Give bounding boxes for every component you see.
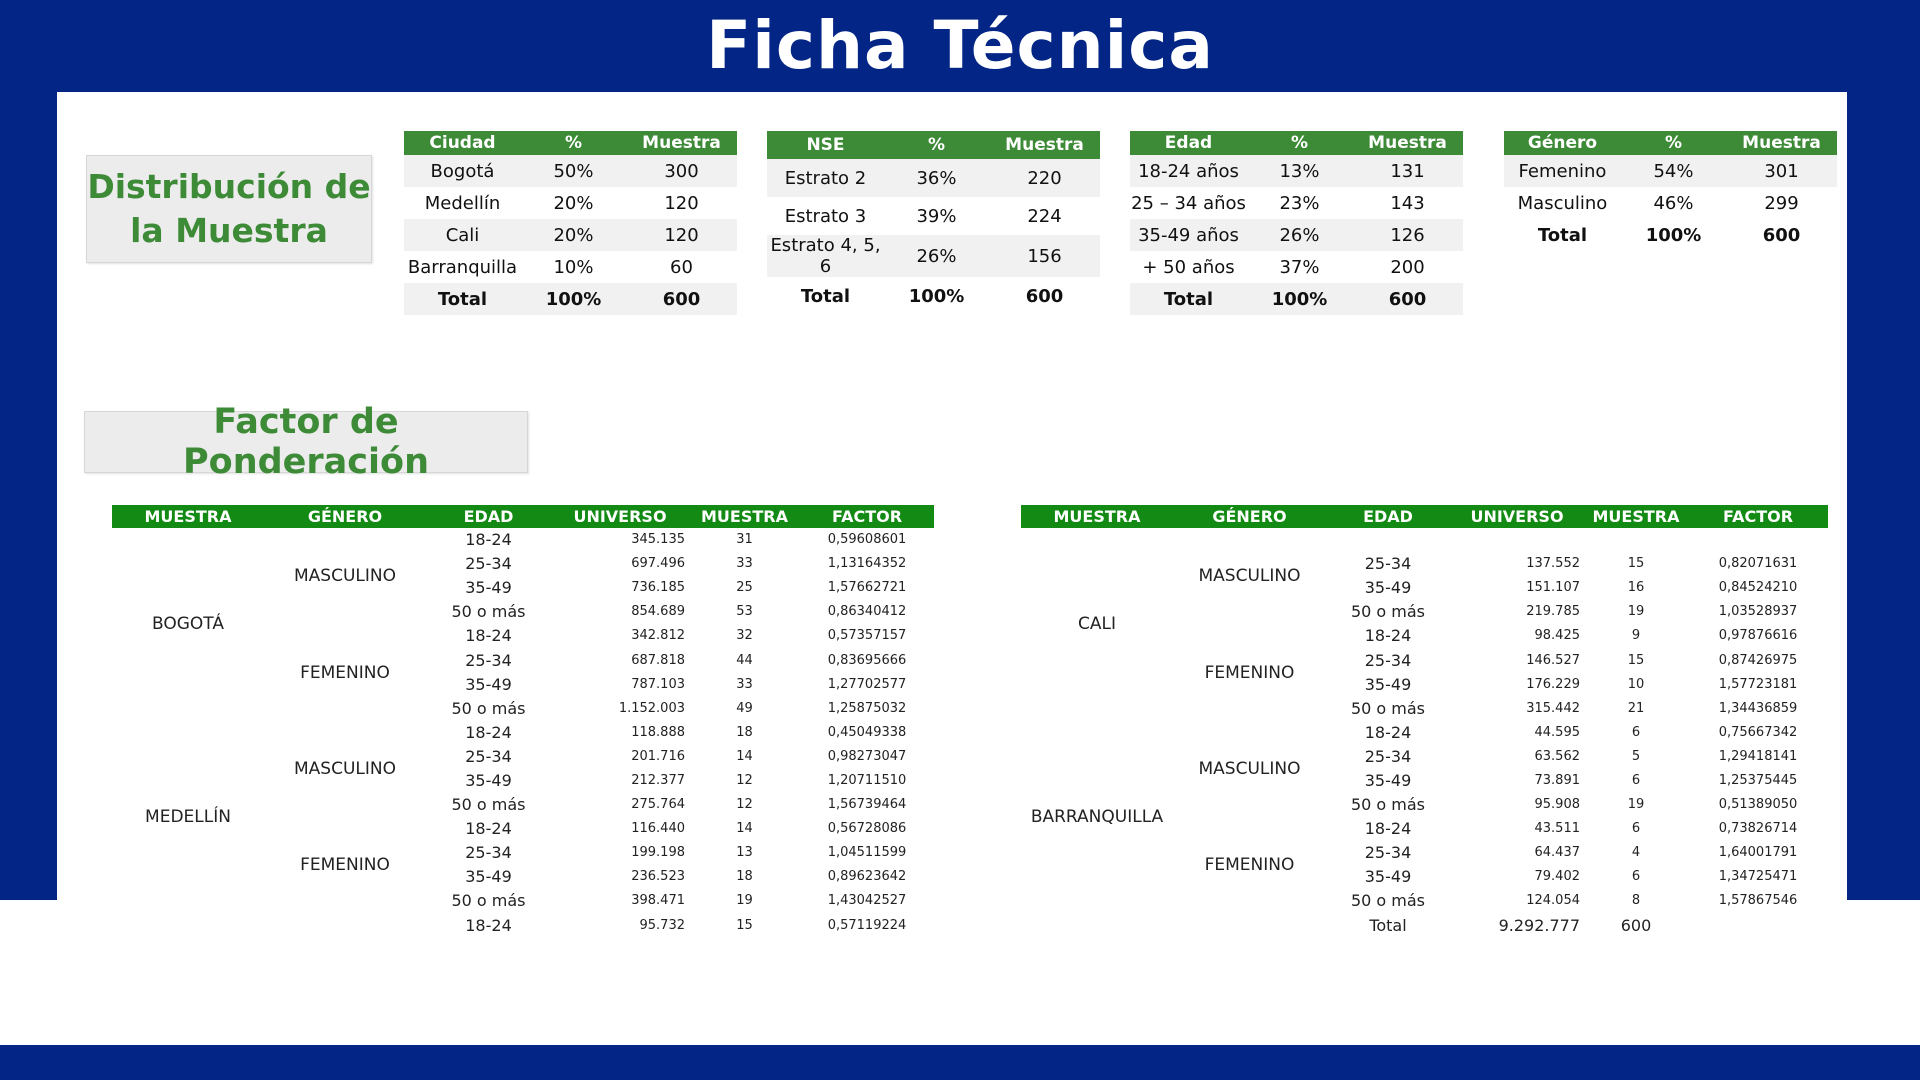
table-row: Masculino 46% 299 <box>1517 192 1799 214</box>
age-summary-table <box>1130 131 1463 315</box>
table-row: 35-49 79.402 6 1,34725471 <box>1364 867 1798 887</box>
column-header: Edad <box>1130 131 1247 155</box>
gender-cell: FEMENINO <box>1204 662 1295 683</box>
table-row: FEMENINO 18-24 342.812 32 0,57357157 <box>112 624 934 648</box>
table-row: 25-34 64.437 4 1,64001791 <box>1364 843 1798 863</box>
column-header: NSE <box>767 131 884 159</box>
city-cell: CALI <box>1078 614 1116 635</box>
city-cell: BOGOTÁ <box>152 614 224 635</box>
table-row: 35-49 151.107 16 0,84524210 <box>1364 578 1798 598</box>
gender-cell: MASCULINO <box>1198 758 1301 779</box>
table-row: MEDELLÍN MASCULINO 18-24 118.888 18 0,45049338 <box>112 721 934 745</box>
column-header: % <box>1247 131 1352 155</box>
table-row: 50 o más 275.764 12 1,56739464 <box>451 795 907 815</box>
column-header: Muestra <box>989 131 1100 159</box>
footer-band <box>0 1045 1920 1080</box>
table-row: Femenino 54% 301 <box>1504 155 1837 187</box>
table-row: BOGOTÁ MASCULINO 18-24 345.135 31 0,59608601 <box>112 528 934 552</box>
table-row: 25-34 146.527 15 0,87426975 <box>1364 650 1798 670</box>
table-row: 18-24 95.732 15 0,57119224 <box>465 915 907 935</box>
table-row: 50 o más 398.471 19 1,43042527 <box>451 891 907 911</box>
column-header: % <box>521 131 626 155</box>
nse-summary-table <box>767 131 1100 315</box>
column-header: UNIVERSO <box>551 505 689 528</box>
city-cell: BARRANQUILLA <box>1030 807 1164 828</box>
city-cell: MEDELLÍN <box>145 807 231 828</box>
table-row: FEMENINO 18-24 98.425 9 0,97876616 <box>1021 624 1828 648</box>
column-header: MUESTRA <box>689 505 800 528</box>
column-header: EDAD <box>1326 505 1450 528</box>
table-row: FEMENINO 18-24 43.511 6 0,73826714 <box>1021 817 1828 841</box>
table-row: Bogotá 50% 300 <box>404 155 737 187</box>
gender-cell: MASCULINO <box>294 758 396 779</box>
column-header: GÉNERO <box>264 505 426 528</box>
table-row: 25-34 201.716 14 0,98273047 <box>465 746 907 766</box>
column-header: Muestra <box>1352 131 1463 155</box>
gender-cell: MASCULINO <box>294 566 396 587</box>
table-row: Estrato 2 36% 220 <box>767 159 1100 197</box>
distribution-label: Distribución de la Muestra <box>86 155 372 263</box>
table-row: 18-24 años 13% 131 <box>1130 155 1463 187</box>
column-header: EDAD <box>426 505 551 528</box>
total-row: Total 100% 600 <box>1130 283 1463 315</box>
city-summary-table <box>404 131 737 315</box>
table-row: 50 o más 95.908 19 0,51389050 <box>1350 795 1798 815</box>
gender-cell: FEMENINO <box>300 855 390 876</box>
table-row: 35-49 años 26% 126 <box>1130 219 1463 251</box>
table-row: 50 o más 315.442 21 1,34436859 <box>1350 698 1798 718</box>
column-header: % <box>1621 131 1726 155</box>
factor-label: Factor de Ponderación <box>84 411 528 473</box>
total-row: Total 100% 600 <box>800 285 1064 307</box>
table-row: + 50 años 37% 200 <box>1142 256 1425 278</box>
column-header: MUESTRA <box>112 505 264 528</box>
table-row: BARRANQUILLA MASCULINO 18-24 44.595 6 0,75667342 <box>1021 721 1828 745</box>
table-row: Estrato 3 39% 224 <box>784 205 1062 227</box>
table-row: Medellín 20% 120 <box>424 192 699 214</box>
table-row: 25-34 137.552 15 0,82071631 <box>1364 554 1798 574</box>
column-header: Género <box>1504 131 1621 155</box>
table-row: FEMENINO 18-24 116.440 14 0,56728086 <box>112 817 934 841</box>
table-row: Barranquilla 10% 60 <box>407 256 693 278</box>
table-row <box>1021 528 1828 552</box>
table-row: 25 – 34 años 23% 143 <box>1131 192 1425 214</box>
table-row: 25-34 63.562 5 1,29418141 <box>1364 746 1798 766</box>
table-row: 25-34 687.818 44 0,83695666 <box>465 650 907 670</box>
gender-summary-table <box>1504 131 1837 251</box>
table-row: Cali 20% 120 <box>404 219 737 251</box>
column-header: MUESTRA <box>1021 505 1173 528</box>
column-header: % <box>884 131 989 159</box>
total-row: Total 9.292.777 600 <box>1369 915 1652 935</box>
table-row: 35-49 73.891 6 1,25375445 <box>1364 770 1798 790</box>
table-row: 35-49 176.229 10 1,57723181 <box>1364 674 1798 694</box>
table-row: 50 o más 854.689 53 0,86340412 <box>451 602 907 622</box>
table-row: 35-49 212.377 12 1,20711510 <box>465 770 907 790</box>
total-row: Total 100% 600 <box>1537 224 1801 246</box>
column-header: UNIVERSO <box>1450 505 1584 528</box>
table-row: 25-34 697.496 33 1,13164352 <box>465 554 907 574</box>
table-row: 35-49 787.103 33 1,27702577 <box>465 674 907 694</box>
weighting-table-right <box>1021 505 1828 938</box>
column-header: Ciudad <box>404 131 521 155</box>
table-row: 35-49 236.523 18 0,89623642 <box>465 867 907 887</box>
table-row: 25-34 199.198 13 1,04511599 <box>465 843 907 863</box>
column-header: Muestra <box>626 131 737 155</box>
gender-cell: FEMENINO <box>300 662 390 683</box>
column-header: MUESTRA <box>1584 505 1688 528</box>
column-header: GÉNERO <box>1173 505 1326 528</box>
total-row: Total 100% 600 <box>404 283 737 315</box>
column-header: Muestra <box>1726 131 1837 155</box>
table-row: 35-49 736.185 25 1,57662721 <box>465 578 907 598</box>
column-header: FACTOR <box>1688 505 1828 528</box>
table-row: 50 o más 1.152.003 49 1,25875032 <box>451 698 907 718</box>
table-row: 50 o más 219.785 19 1,03528937 <box>1350 602 1798 622</box>
table-row: 50 o más 124.054 8 1,57867546 <box>1350 891 1798 911</box>
column-header: FACTOR <box>800 505 934 528</box>
gender-cell: FEMENINO <box>1204 855 1295 876</box>
table-row: Estrato 4, 5, 6 26% 156 <box>767 235 1100 277</box>
page-title: Ficha Técnica <box>706 7 1214 84</box>
gender-cell: MASCULINO <box>1198 566 1301 587</box>
weighting-table-left <box>112 505 934 938</box>
